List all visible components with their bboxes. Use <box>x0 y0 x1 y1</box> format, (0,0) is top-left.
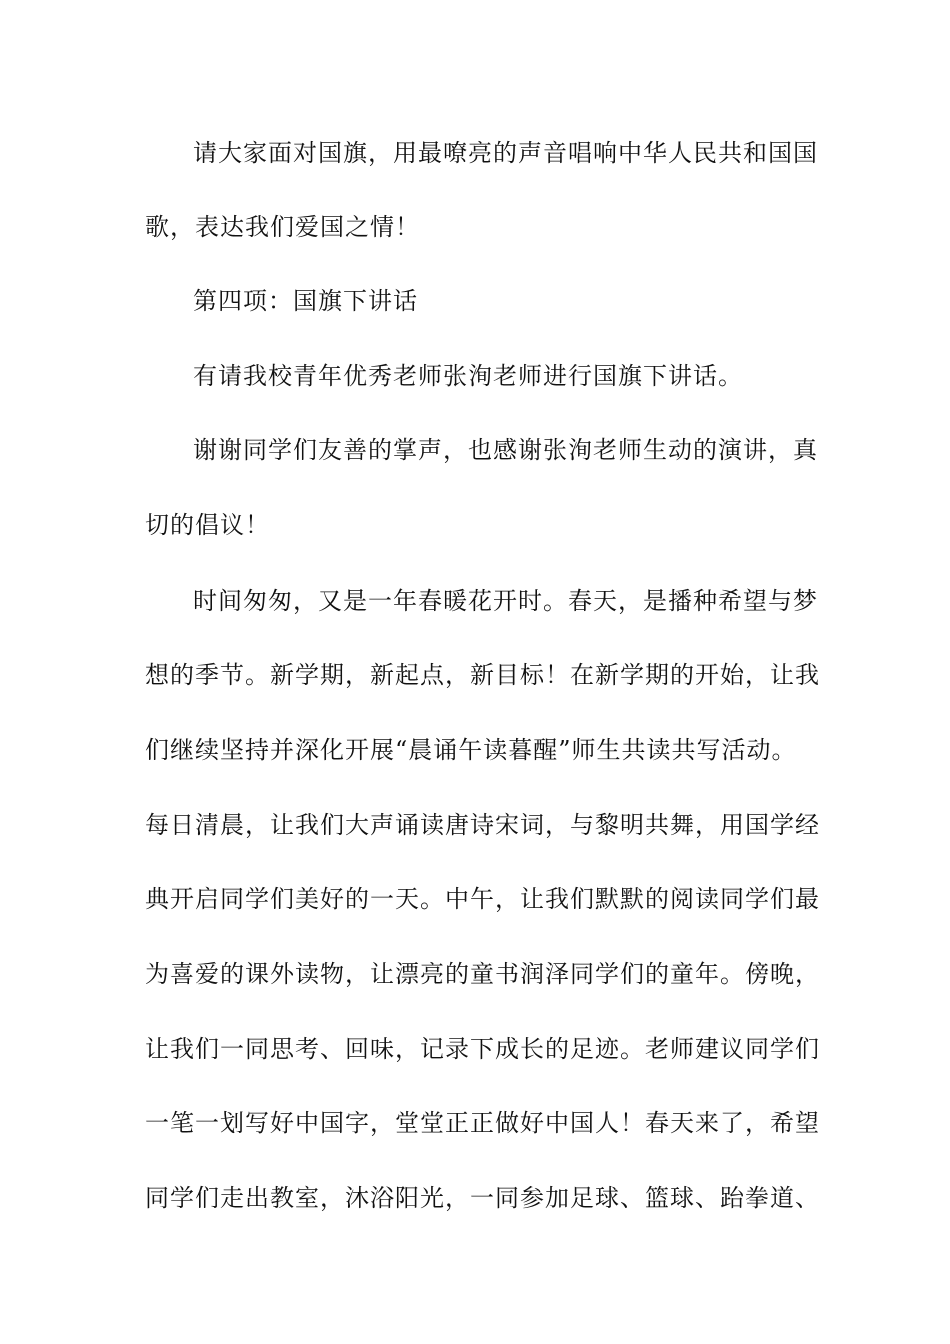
paragraph-line: 每日清晨，让我们大声诵读唐诗宋词，与黎明共舞，用国学经 <box>145 811 820 839</box>
paragraph-line: 谢谢同学们友善的掌声，也感谢张洵老师生动的演讲，真 <box>193 436 818 464</box>
paragraph-line: 同学们走出教室，沐浴阳光，一同参加足球、篮球、跆拳道、 <box>145 1184 820 1212</box>
paragraph-line: 典开启同学们美好的一天。中午，让我们默默的阅读同学们最 <box>145 885 820 913</box>
paragraph-line: 请大家面对国旗，用最嘹亮的声音唱响中华人民共和国国 <box>193 139 818 167</box>
paragraph-line: 们继续坚持并深化开展“晨诵午读暮醒”师生共读共写活动。 <box>145 736 797 764</box>
paragraph-line: 歌，表达我们爱国之情！ <box>145 213 420 241</box>
paragraph-line: 有请我校青年优秀老师张洵老师进行国旗下讲话。 <box>193 362 743 390</box>
paragraph-line: 让我们一同思考、回味，记录下成长的足迹。老师建议同学们 <box>145 1035 820 1063</box>
paragraph-line: 为喜爱的课外读物，让漂亮的童书润泽同学们的童年。傍晚， <box>145 960 820 988</box>
section-heading: 第四项：国旗下讲话 <box>193 287 418 315</box>
paragraph-line: 想的季节。新学期，新起点，新目标！在新学期的开始，让我 <box>145 661 820 689</box>
paragraph-line: 时间匆匆，又是一年春暖花开时。春天，是播种希望与梦 <box>193 587 818 615</box>
paragraph-line: 切的倡议！ <box>145 511 270 539</box>
paragraph-line: 一笔一划写好中国字，堂堂正正做好中国人！春天来了，希望 <box>145 1109 820 1137</box>
